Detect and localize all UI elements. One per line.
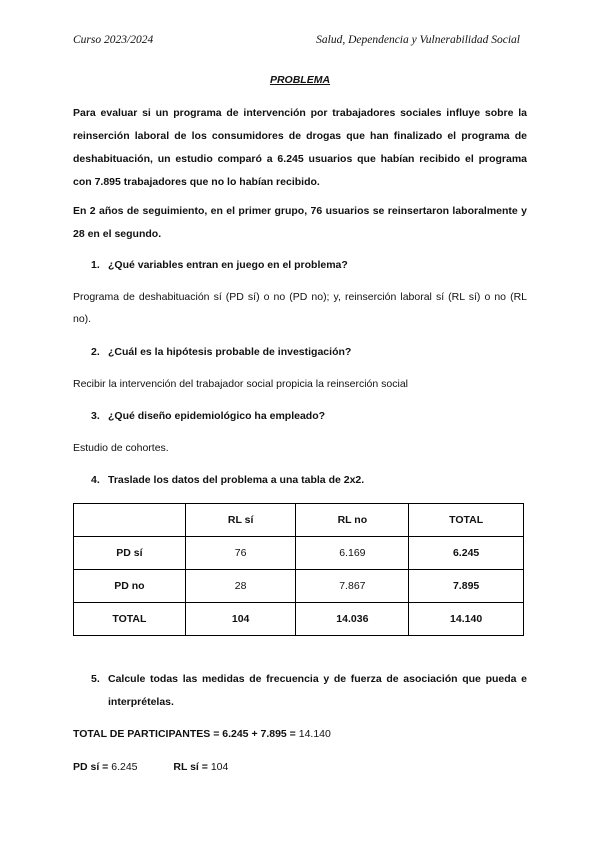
table-header-cell (74, 504, 186, 537)
question-5 (91, 668, 527, 714)
table-row (74, 570, 524, 603)
pd-rl-line (73, 756, 527, 778)
table-header-cell: RL sí (185, 504, 296, 537)
question-1-number: 1. (91, 259, 100, 271)
table-header-cell: RL no (296, 504, 409, 537)
table-cell: 6.245 (409, 537, 524, 570)
table-row (74, 603, 524, 636)
header-course: Curso 2023/2024 (73, 34, 154, 46)
table-row (74, 537, 524, 570)
table-row-label: PD no (74, 570, 186, 603)
table-header-cell: TOTAL (409, 504, 524, 537)
header-subject: Salud, Dependencia y Vulnerabilidad Social (316, 34, 520, 46)
table-cell: 7.867 (296, 570, 409, 603)
question-2 (91, 346, 351, 358)
table-cell: 28 (185, 570, 296, 603)
table-cell: 6.169 (296, 537, 409, 570)
table-row-label: TOTAL (74, 603, 186, 636)
pd-si-label: PD sí = (73, 761, 109, 773)
rl-si-value: 104 (210, 761, 229, 773)
question-5-number: 5. (91, 673, 100, 685)
pd-si-value: 6.245 (111, 761, 138, 773)
question-4-text: Traslade los datos del problema a una tabla de 2x2. (108, 474, 365, 486)
question-1 (91, 259, 348, 271)
table-cell: 14.140 (409, 603, 524, 636)
contingency-table (73, 503, 524, 636)
total-participants-line (73, 723, 527, 745)
table-cell: 14.036 (296, 603, 409, 636)
question-1-text: ¿Qué variables entran en juego en el problema? (108, 259, 348, 271)
question-2-text: ¿Cuál es la hipótesis probable de investigación? (108, 346, 352, 358)
intro-paragraph-2: En 2 años de seguimiento, en el primer grupo, 76 usuarios se reinsertaron laboralmente y 28 en el segundo. (73, 205, 527, 240)
question-3-text: ¿Qué diseño epidemiológico ha empleado? (108, 410, 326, 422)
question-2-number: 2. (91, 346, 100, 358)
page-header (73, 34, 520, 46)
total-participants-label: TOTAL DE PARTICIPANTES = 6.245 + 7.895 = (73, 728, 296, 740)
rl-si-label: RL sí = (173, 761, 208, 773)
table-cell: 7.895 (409, 570, 524, 603)
intro-paragraph-1: Para evaluar si un programa de intervención por trabajadores sociales influye sobre la reinserción laboral de los consumidores de drogas que han finalizado el programa de deshabituación, un estudio comparó a 6.245 usuarios que habían recibido el programa con 7.895 trabajadores que no lo habían recibido. (73, 107, 527, 188)
page-title: PROBLEMA (269, 74, 331, 86)
answer-1: Programa de deshabituación sí (PD sí) o no (PD no); y, reinserción laboral sí (RL sí) o no (RL no). (73, 291, 527, 325)
question-4-number: 4. (91, 474, 100, 486)
table-cell: 104 (185, 603, 296, 636)
question-3-number: 3. (91, 410, 100, 422)
answer-2: Recibir la intervención del trabajador social propicia la reinserción social (73, 378, 409, 390)
table-row-label: PD sí (74, 537, 186, 570)
question-3 (91, 410, 325, 422)
total-participants-value: 14.140 (298, 728, 331, 740)
table-cell: 76 (185, 537, 296, 570)
question-4 (91, 474, 364, 486)
table-header-row (74, 504, 524, 537)
answer-3: Estudio de cohortes. (73, 442, 169, 454)
question-5-text: Calcule todas las medidas de frecuencia y de fuerza de asociación que pueda e interprételas. (108, 673, 527, 708)
